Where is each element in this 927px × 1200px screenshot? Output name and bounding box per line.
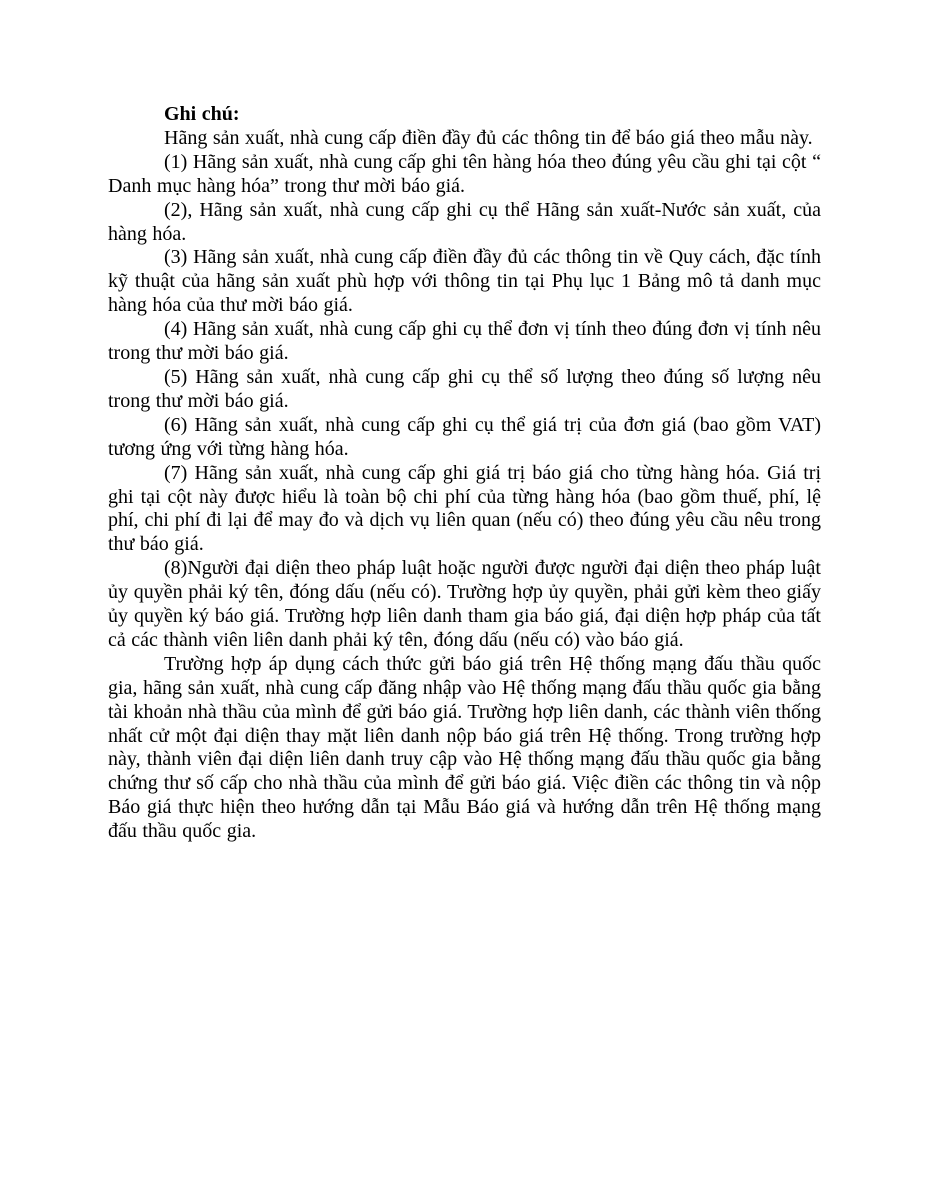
notes-intro-paragraph: Hãng sản xuất, nhà cung cấp điền đầy đủ các thông tin để báo giá theo mẫu này. [164,126,813,149]
note-1-paragraph: (1) Hãng sản xuất, nhà cung cấp ghi tên hàng hóa theo đúng yêu cầu ghi tại cột “ Danh mục hàng hóa” trong thư mời báo giá. [108,150,821,197]
note-3-paragraph: (3) Hãng sản xuất, nhà cung cấp điền đầy đủ các thông tin về Quy cách, đặc tính kỹ thuật của hãng sản xuất phù hợp với thông tin tại Phụ lục 1 Bảng mô tả danh mục hàng hóa của thư mời báo giá. [108,246,821,317]
note-5-paragraph: (5) Hãng sản xuất, nhà cung cấp ghi cụ thể số lượng theo đúng số lượng nêu trong thư mời báo giá. [108,365,821,412]
note-6-paragraph: (6) Hãng sản xuất, nhà cung cấp ghi cụ thể giá trị của đơn giá (bao gồm VAT) tương ứng với từng hàng hóa. [108,413,821,460]
note-4-paragraph: (4) Hãng sản xuất, nhà cung cấp ghi cụ thể đơn vị tính theo đúng đơn vị tính nêu trong thư mời báo giá. [108,318,821,365]
note-7-paragraph: (7) Hãng sản xuất, nhà cung cấp ghi giá trị báo giá cho từng hàng hóa. Giá trị ghi tại cột này được hiểu là toàn bộ chi phí của từng hàng hóa (bao gồm thuế, phí, lệ phí, chi phí đi lại để may đo và dịch vụ liên quan (nếu có) theo đúng yêu cầu nêu trong thư báo giá. [108,461,821,556]
note-2-paragraph: (2), Hãng sản xuất, nhà cung cấp ghi cụ thể Hãng sản xuất-Nước sản xuất, của hàng hóa. [108,198,821,245]
online-submission-paragraph: Trường hợp áp dụng cách thức gửi báo giá trên Hệ thống mạng đấu thầu quốc gia, hãng sản xuất, nhà cung cấp đăng nhập vào Hệ thống mạng đấu thầu quốc gia bằng tài khoản nhà thầu của mình để gửi báo giá. Trường hợp liên danh, các thành viên thống nhất cử một đại diện thay mặt liên danh nộp báo giá trên Hệ thống. Trong trường hợp này, thành viên đại diện liên danh truy cập vào Hệ thống mạng đấu thầu quốc gia bằng chứng thư số cấp cho nhà thầu của mình để gửi báo giá. Việc điền các thông tin và nộp Báo giá thực hiện theo hướng dẫn tại Mẫu Báo giá và hướng dẫn trên Hệ thống mạng đấu thầu quốc gia. [108,652,821,843]
note-8-paragraph: (8)Người đại diện theo pháp luật hoặc người được người đại diện theo pháp luật ủy quyền phải ký tên, đóng dấu (nếu có). Trường hợp ủy quyền, phải gửi kèm theo giấy ủy quyền ký báo giá. Trường hợp liên danh tham gia báo giá, đại diện hợp pháp của tất cả các thành viên liên danh phải ký tên, đóng dấu (nếu có) vào báo giá. [108,557,821,651]
notes-heading: Ghi chú: [164,103,240,125]
notes-section [108,103,821,844]
